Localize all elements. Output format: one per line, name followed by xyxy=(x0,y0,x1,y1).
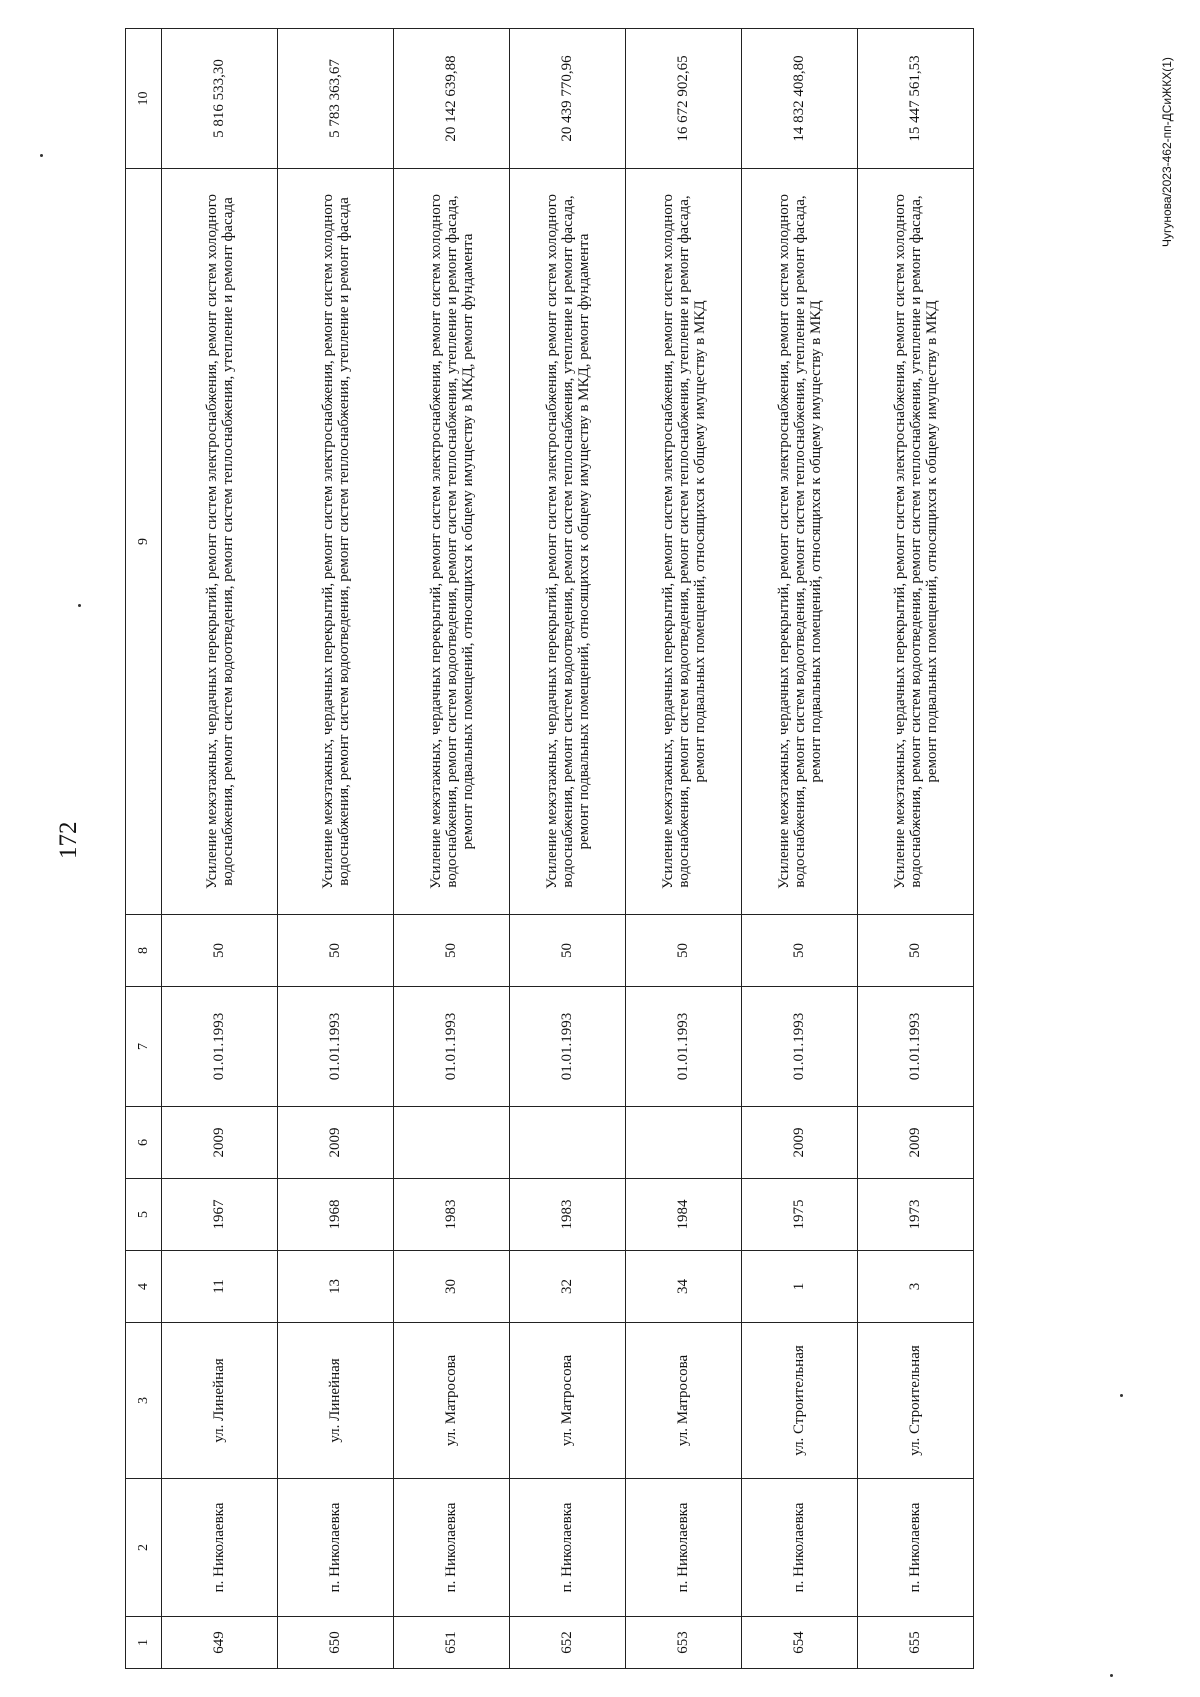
street-cell: ул. Линейная xyxy=(162,1323,278,1479)
scan-speck xyxy=(1120,1394,1123,1397)
date-cell: 01.01.1993 xyxy=(510,987,626,1107)
year-overhaul-cell: 2009 xyxy=(858,1107,974,1179)
date-cell: 01.01.1993 xyxy=(278,987,394,1107)
row-number: 652 xyxy=(510,1617,626,1669)
capital-repair-table xyxy=(125,28,974,1669)
row-number: 649 xyxy=(162,1617,278,1669)
year-overhaul-cell xyxy=(510,1107,626,1179)
house-number-cell: 11 xyxy=(162,1251,278,1323)
column-header: 10 xyxy=(126,29,162,169)
works-cell: Усиление межэтажных, чердачных перекрытий, ремонт систем электроснабжения, ремонт систем холодного водоснабжения, ремонт систем водоотведения, ремонт систем теплоснабжения, утепление и ремонт фасада, ремонт подвальных помещений, относящихся к общему имуществу в МКД, ремонт фундамента xyxy=(510,169,626,915)
date-cell: 01.01.1993 xyxy=(626,987,742,1107)
year-built-cell: 1973 xyxy=(858,1179,974,1251)
date-cell: 01.01.1993 xyxy=(162,987,278,1107)
column-header: 9 xyxy=(126,169,162,915)
period-cell: 50 xyxy=(626,915,742,987)
street-cell: ул. Линейная xyxy=(278,1323,394,1479)
year-overhaul-cell xyxy=(394,1107,510,1179)
works-cell: Усиление межэтажных, чердачных перекрытий, ремонт систем электроснабжения, ремонт систем холодного водоснабжения, ремонт систем водоотведения, ремонт систем теплоснабжения, утепление и ремонт фасада xyxy=(162,169,278,915)
table-row xyxy=(742,29,858,1669)
house-number-cell: 32 xyxy=(510,1251,626,1323)
settlement-cell: п. Николаевка xyxy=(278,1479,394,1617)
works-cell: Усиление межэтажных, чердачных перекрытий, ремонт систем электроснабжения, ремонт систем холодного водоснабжения, ремонт систем водоотведения, ремонт систем теплоснабжения, утепление и ремонт фасада, ремонт подвальных помещений, относящихся к общему имуществу в МКД xyxy=(742,169,858,915)
cost-cell: 20 439 770,96 xyxy=(510,29,626,169)
year-overhaul-cell xyxy=(626,1107,742,1179)
table-row xyxy=(858,29,974,1669)
scan-speck xyxy=(40,154,43,157)
cost-cell: 5 783 363,67 xyxy=(278,29,394,169)
street-cell: ул. Строительная xyxy=(742,1323,858,1479)
column-header: 3 xyxy=(126,1323,162,1479)
row-number: 655 xyxy=(858,1617,974,1669)
house-number-cell: 30 xyxy=(394,1251,510,1323)
date-cell: 01.01.1993 xyxy=(394,987,510,1107)
year-overhaul-cell: 2009 xyxy=(278,1107,394,1179)
settlement-cell: п. Николаевка xyxy=(626,1479,742,1617)
column-header: 6 xyxy=(126,1107,162,1179)
street-cell: ул. Матросова xyxy=(394,1323,510,1479)
settlement-cell: п. Николаевка xyxy=(742,1479,858,1617)
year-built-cell: 1983 xyxy=(510,1179,626,1251)
period-cell: 50 xyxy=(510,915,626,987)
table-row xyxy=(278,29,394,1669)
settlement-cell: п. Николаевка xyxy=(510,1479,626,1617)
table-row xyxy=(626,29,742,1669)
settlement-cell: п. Николаевка xyxy=(858,1479,974,1617)
year-built-cell: 1967 xyxy=(162,1179,278,1251)
table-row xyxy=(394,29,510,1669)
document-code: Чугунова/2023-462-пп-ДСиЖКХ(1) xyxy=(1160,57,1174,247)
year-built-cell: 1984 xyxy=(626,1179,742,1251)
year-built-cell: 1968 xyxy=(278,1179,394,1251)
cost-cell: 15 447 561,53 xyxy=(858,29,974,169)
year-overhaul-cell: 2009 xyxy=(742,1107,858,1179)
column-number-row xyxy=(126,29,162,1669)
settlement-cell: п. Николаевка xyxy=(162,1479,278,1617)
house-number-cell: 1 xyxy=(742,1251,858,1323)
column-header: 4 xyxy=(126,1251,162,1323)
works-cell: Усиление межэтажных, чердачных перекрытий, ремонт систем электроснабжения, ремонт систем холодного водоснабжения, ремонт систем водоотведения, ремонт систем теплоснабжения, утепление и ремонт фасада, ремонт подвальных помещений, относящихся к общему имуществу в МКД xyxy=(626,169,742,915)
settlement-cell: п. Николаевка xyxy=(394,1479,510,1617)
column-header: 2 xyxy=(126,1479,162,1617)
house-number-cell: 34 xyxy=(626,1251,742,1323)
date-cell: 01.01.1993 xyxy=(742,987,858,1107)
year-built-cell: 1983 xyxy=(394,1179,510,1251)
period-cell: 50 xyxy=(742,915,858,987)
table-row xyxy=(510,29,626,1669)
street-cell: ул. Матросова xyxy=(626,1323,742,1479)
table-row xyxy=(162,29,278,1669)
row-number: 654 xyxy=(742,1617,858,1669)
house-number-cell: 3 xyxy=(858,1251,974,1323)
column-header: 1 xyxy=(126,1617,162,1669)
date-cell: 01.01.1993 xyxy=(858,987,974,1107)
cost-cell: 14 832 408,80 xyxy=(742,29,858,169)
period-cell: 50 xyxy=(278,915,394,987)
row-number: 651 xyxy=(394,1617,510,1669)
scan-speck xyxy=(78,604,81,607)
works-cell: Усиление межэтажных, чердачных перекрытий, ремонт систем электроснабжения, ремонт систем холодного водоснабжения, ремонт систем водоотведения, ремонт систем теплоснабжения, утепление и ремонт фасада, ремонт подвальных помещений, относящихся к общему имуществу в МКД xyxy=(858,169,974,915)
cost-cell: 5 816 533,30 xyxy=(162,29,278,169)
period-cell: 50 xyxy=(162,915,278,987)
year-built-cell: 1975 xyxy=(742,1179,858,1251)
works-cell: Усиление межэтажных, чердачных перекрытий, ремонт систем электроснабжения, ремонт систем холодного водоснабжения, ремонт систем водоотведения, ремонт систем теплоснабжения, утепление и ремонт фасада xyxy=(278,169,394,915)
year-overhaul-cell: 2009 xyxy=(162,1107,278,1179)
scan-speck xyxy=(1110,1674,1113,1677)
works-cell: Усиление межэтажных, чердачных перекрытий, ремонт систем электроснабжения, ремонт систем холодного водоснабжения, ремонт систем водоотведения, ремонт систем теплоснабжения, утепление и ремонт фасада, ремонт подвальных помещений, относящихся к общему имуществу в МКД, ремонт фундамента xyxy=(394,169,510,915)
house-number-cell: 13 xyxy=(278,1251,394,1323)
street-cell: ул. Строительная xyxy=(858,1323,974,1479)
period-cell: 50 xyxy=(394,915,510,987)
column-header: 8 xyxy=(126,915,162,987)
row-number: 650 xyxy=(278,1617,394,1669)
cost-cell: 16 672 902,65 xyxy=(626,29,742,169)
street-cell: ул. Матросова xyxy=(510,1323,626,1479)
column-header: 5 xyxy=(126,1179,162,1251)
row-number: 653 xyxy=(626,1617,742,1669)
column-header: 7 xyxy=(126,987,162,1107)
period-cell: 50 xyxy=(858,915,974,987)
cost-cell: 20 142 639,88 xyxy=(394,29,510,169)
page-number: 172 xyxy=(55,821,82,859)
